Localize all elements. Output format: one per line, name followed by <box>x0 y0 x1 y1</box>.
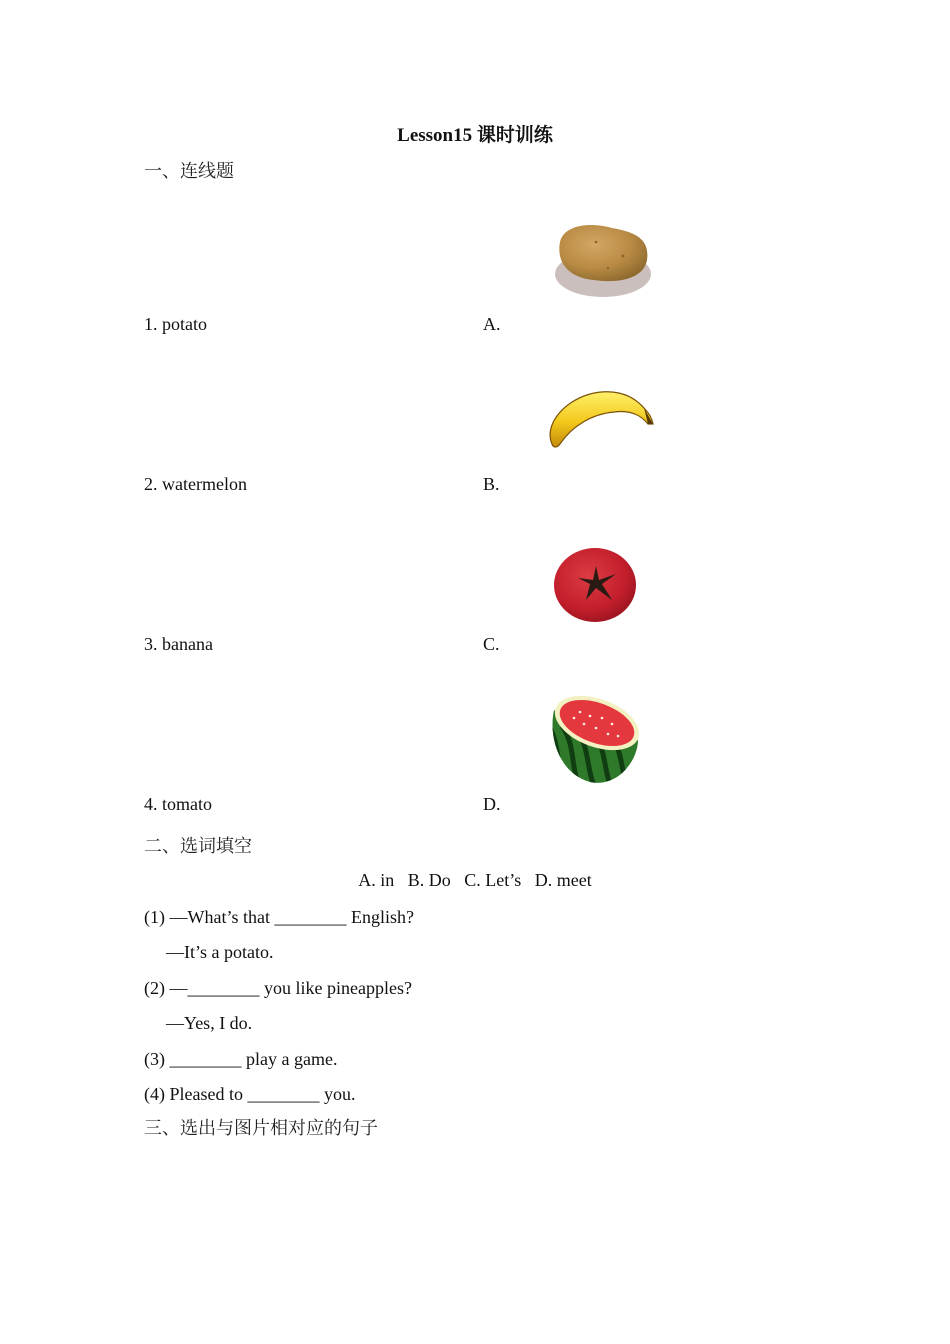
section-3-heading: 三、选出与图片相对应的句子 <box>144 1118 378 1139</box>
banana-body <box>550 392 653 447</box>
potato-body <box>559 225 647 281</box>
word-item-3: 3. banana <box>144 634 213 654</box>
answer-1: —It’s a potato. <box>166 942 274 962</box>
watermelon-image <box>546 694 642 786</box>
potato-image <box>550 220 656 302</box>
question-3: (3) ________ play a game. <box>144 1049 338 1069</box>
option-letter-a: A. <box>483 314 501 334</box>
option-letter-c: C. <box>483 634 500 654</box>
question-2: (2) —________ you like pineapples? <box>144 978 412 998</box>
word-item-2: 2. watermelon <box>144 474 247 494</box>
option-letter-b: B. <box>483 474 500 494</box>
option-letter-d: D. <box>483 794 501 814</box>
page-title: Lesson15 课时训练 <box>397 125 553 146</box>
word-item-4: 4. tomato <box>144 794 212 814</box>
section-1-heading: 一、连线题 <box>144 161 234 182</box>
tomato-image <box>552 544 640 626</box>
word-item-1: 1. potato <box>144 314 207 334</box>
question-1: (1) —What’s that ________ English? <box>144 907 414 927</box>
section-2-heading: 二、选词填空 <box>144 836 252 857</box>
banana-image <box>544 386 656 452</box>
answer-2: —Yes, I do. <box>166 1013 253 1033</box>
word-options: A. in B. Do C. Let’s D. meet <box>358 870 592 890</box>
question-4: (4) Pleased to ________ you. <box>144 1084 356 1104</box>
